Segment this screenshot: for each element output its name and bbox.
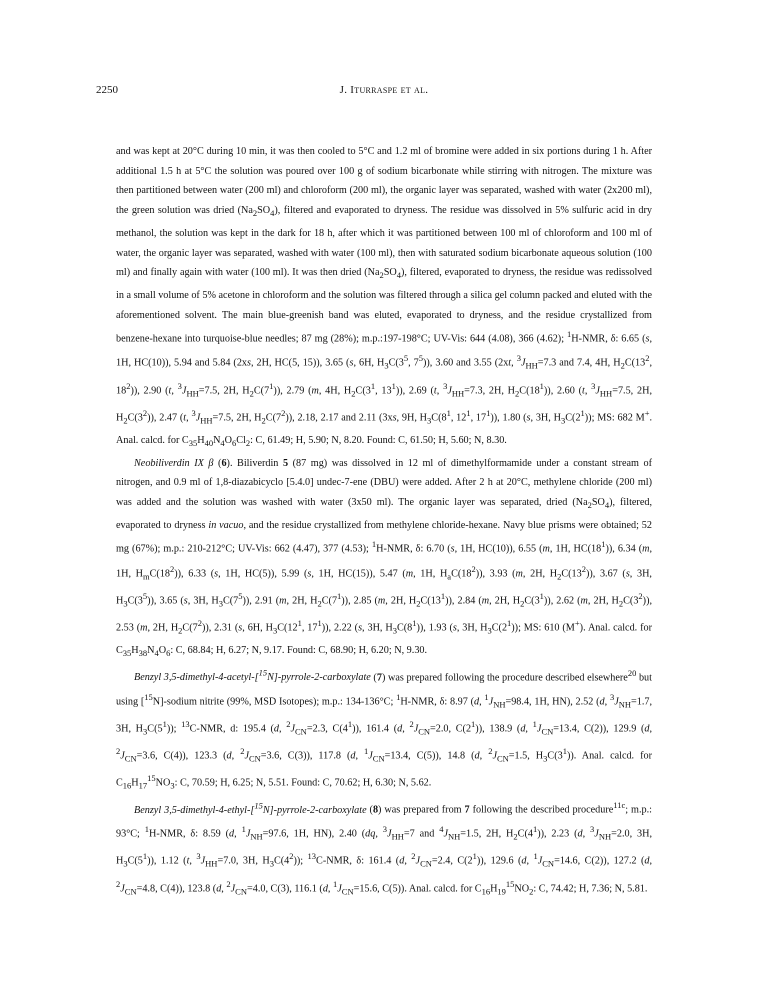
paragraph-bromination-workup: and was kept at 20°C during 10 min, it was then cooled to 5°C and 1.2 ml of bromine were added in six portions during 1 h. After additional 1.5 h at 5°C the solution was poured over 100 g of sodium bicarbonate while stirring with nitrogen. The mixture was then partitioned between water (200 ml) and chloroform (200 ml), the organic layer was separated, washed with water (2x200 ml), the green solution was dried $(Na_2SO_4)$, filtered and evaporated to dryness. The residue was dissolved in 5% sulfuric acid in dry methanol, the solution was kept in the dark for 18 h, after which it was partitioned between 100 ml of chloroform and 100 ml of water, the organic layer was separated, washed with water (100 ml), then with saturated sodium bicarbonate aqueous solution (100 ml) and finally again with water (100 ml). It was then dried $(Na_2SO_4)$, filtered, evaporated to dryness, the residue was redissolved in a small volume of 5% acetone in chloroform and the solution was filtered through a silica gel column packed and eluted with the aforementioned solvent. The main blue-greenish band was eluted, evaporated to dryness, and the residue crystallized from benzene-hexane into turquoise-blue needles; 87 mg (28%); m.p.:197-198°C; UV-Vis: 644 (4.08), 366 (4.62); $^1$H-NMR, δ: 6.65 (s, 1H, HC(10)), 5.94 and 5.84 (2xs, 2H, HC(5, 15)), 3.65 (s, 6H, $H_3C(3^5$, $7^5$)), 3.60 and 3.55 (2xt, $^3J_{HH}=7.3$ and 7.4, 4H, $H_2C(13^2$, $18^2$)), 2.90 (t, $^3J_{HH}=7.5$, 2H, $H_2C(7^1)$), 2.79 (m, 4H, $H_2C(3^1$, $13^1$)), 2.69 (t, $^3J_{HH}=7.3$, 2H, $H_2C(18^1)$), 2.60 (t, $^3J_{HH}=7.5$, 2H, $H_2C(3^2)$), 2.47 (t, $^3J_{HH}=7.5$, 2H, $H_2C(7^2)$), 2.18, 2.17 and 2.11 (3xs, 9H, $H_3C(8^1$, $12^1$, $17^1$)), 1.80 (s, 3H, $H_3C(2^1)$); MS: 682 M+. Anal. calcd. for $C_{35}H_{40}N_4O_6Cl_2$: C, 61.49; H, 5.90; N, 8.20. Found: C, 61.50; H, 5.60; N, 8.30. — [116, 146, 653, 448]
paragraph-ethyl-pyrrole: Benzyl 3,5-dimethyl-4-ethyl-[$^{15}$N]-pyrrole-2-carboxylate (8) was prepared from 7 following the described procedure$^{11c}$; m.p.: 93°C; $^1$H-NMR, δ: 8.59 (d, $^1J_{NH}=97.6$, 1H, HN), 2.40 (dq, $^3J_{HH}=7$ and $^4J_{NH}=1.5$, 2H, $H_2C(4^1)$), 2.23 (d, $^3J_{NH}=2.0$, 3H, $H_3C(5^1)$), 1.12 (t, $^3J_{HH}=7.0$, 3H, $H_3C(4^2)$); $^{13}$C-NMR, δ: 161.4 (d, $^2J_{CN}=2.4$, $C(2^1)$), 129.6 (d, $^1J_{CN}=14.6$, C(2)), 127.2 (d, $^2J_{CN}=4.8$, C(4)), 123.8 (d, $^2J_{CN}=4.0$, C(3), 116.1 (d, $^1J_{CN}=15.6$, C(5)). Anal. calcd. for $C_{16}H_{19}^{15}NO_2$: C, 74.42; H, 7.36; N, 5.81. — [116, 800, 653, 896]
running-head — [96, 84, 672, 100]
paragraph-neobiliverdin: Neobiliverdin IX β (6). Biliverdin 5 (87 mg) was dissolved in 12 ml of dimethylformamide under a constant stream of nitrogen, and 0.9 ml of 1,8-diazabicyclo [5.4.0] undec-7-ene (DBU) were added. After 2 h at 20°C, methylene chloride (200 ml) was added and the solution was washed with water (3x50 ml). The organic layer was separated, dried $(Na_2SO_4)$, filtered, evaporated to dryness in vacuo, and the residue crystallized from methylene chloride-hexane. Navy blue prisms were obtained; 52 mg (67%); m.p.: 210-212°C; UV-Vis: 662 (4.47), 377 (4.53); $^1$H-NMR, δ: 6.70 (s, 1H, HC(10)), 6.55 (m, 1H, $HC(18^1)$), 6.34 (m, 1H, $H_mC(18^2)$), 6.33 (s, 1H, HC(5)), 5.99 (s, 1H, HC(15)), 5.47 (m, 1H, $H_aC(18^2)$), 3.93 (m, 2H, $H_2C(13^2)$), 3.67 (s, 3H, $H_3C(3^5)$), 3.65 (s, 3H, $H_3C(7^5)$), 2.91 (m, 2H, $H_2C(7^1)$), 2.85 (m, 2H, $H_2C(13^1)$), 2.84 (m, 2H, $H_2C(3^1)$), 2.62 (m, 2H, $H_2C(3^2)$), 2.53 (m, 2H, $H_2C(7^2)$), 2.31 (s, 6H, $H_3C(12^1$, $17^1$)), 2.22 (s, 3H, $H_3C(8^1)$), 1.93 (s, 3H, $H_3C(2^1)$); MS: 610 (M+). Anal. calcd. for $C_{35}H_{38}N_4O_6$: C, 68.84; H, 6.27; N, 9.17. Found: C, 68.90; H, 6.20; N, 9.30. — [116, 457, 653, 658]
paragraph-acetyl-pyrrole: Benzyl 3,5-dimethyl-4-acetyl-[$^{15}$N]-pyrrole-2-carboxylate (7) was prepared following the procedure described elsewhere$^{20}$ but using [$^{15}$N]-sodium nitrite (99%, MSD Isotopes); m.p.: 134-136°C; $^1$H-NMR, δ: 8.97 (d, $^1J_{NH}=98.4$, 1H, HN), 2.52 (d, $^3J_{NH}=1.7$, 3H, $H_3C(5^1)$); $^{13}$C-NMR, d: 195.4 (d, $^2J_{CN}=2.3$, $C(4^1)$), 161.4 (d, $^2J_{CN}=2.0$, $C(2^1)$), 138.9 (d, $^1J_{CN}=13.4$, C(2)), 129.9 (d, $^2J_{CN}=3.6$, C(4)), 123.3 (d, $^2J_{CN}=3.6$, C(3)), 117.8 (d, $^1J_{CN}=13.4$, C(5)), 14.8 (d, $^2J_{CN}=1.5$, $H_3C(3^1)$). Anal. calcd. for $C_{16}H_{17}^{15}NO_3$: C, 70.59; H, 6.25; N, 5.51. Found: C, 70.62; H, 6.30; N, 5.62. — [116, 667, 653, 791]
author-running-head: J. Iturraspe et al. — [339, 84, 429, 96]
experimental-text — [116, 142, 652, 902]
page-number: 2250 — [96, 84, 118, 96]
